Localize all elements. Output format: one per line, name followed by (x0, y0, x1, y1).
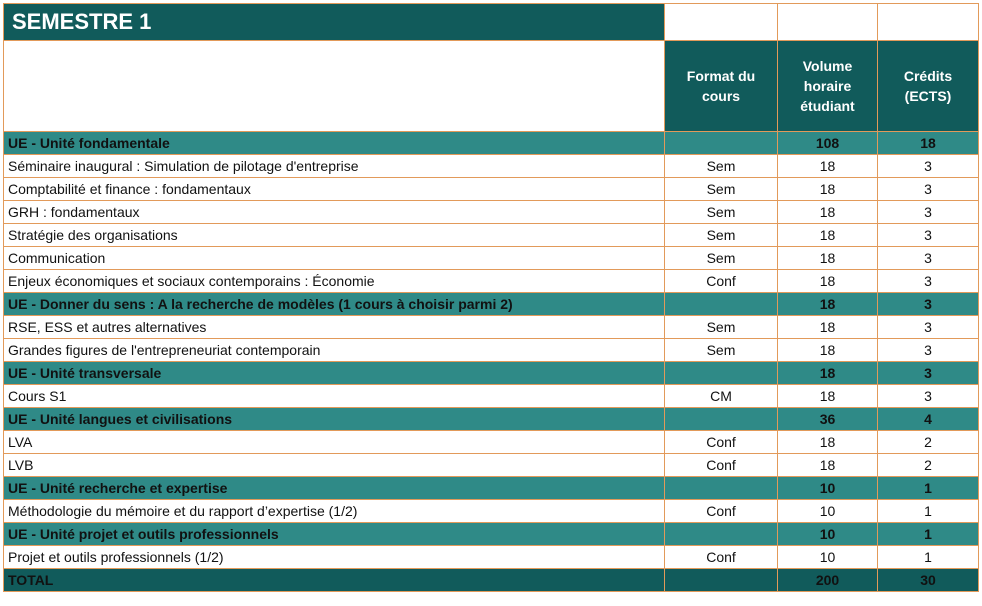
course-row (4, 270, 979, 293)
ue-row (4, 523, 979, 546)
volume-cell: 18 (778, 454, 878, 477)
total-label: TOTAL (4, 569, 665, 592)
credits-cell: 1 (878, 546, 979, 569)
course-label: RSE, ESS et autres alternatives (4, 316, 665, 339)
course-label: Enjeux économiques et sociaux contemporains : Économie (4, 270, 665, 293)
format-cell: Sem (665, 155, 778, 178)
volume-cell: 18 (778, 270, 878, 293)
format-cell (665, 523, 778, 546)
format-cell: Sem (665, 247, 778, 270)
format-cell: Conf (665, 500, 778, 523)
ue-label: UE - Unité transversale (4, 362, 665, 385)
volume-cell: 18 (778, 385, 878, 408)
volume-cell: 18 (778, 155, 878, 178)
ue-row (4, 293, 979, 316)
credits-cell: 3 (878, 178, 979, 201)
header-blank (4, 41, 665, 132)
empty-cell (778, 4, 878, 41)
course-label: Grandes figures de l'entrepreneuriat contemporain (4, 339, 665, 362)
format-cell: Sem (665, 178, 778, 201)
format-cell (665, 408, 778, 431)
credits-cell: 3 (878, 293, 979, 316)
header-credits (878, 41, 979, 132)
credits-cell: 3 (878, 316, 979, 339)
header-row (4, 41, 979, 132)
volume-cell: 10 (778, 477, 878, 500)
format-cell: Sem (665, 316, 778, 339)
volume-cell: 108 (778, 132, 878, 155)
credits-cell: 3 (878, 201, 979, 224)
course-row (4, 178, 979, 201)
empty-cell (665, 4, 778, 41)
course-label: Communication (4, 247, 665, 270)
volume-cell: 18 (778, 316, 878, 339)
volume-cell: 10 (778, 523, 878, 546)
credits-cell: 1 (878, 477, 979, 500)
volume-cell: 36 (778, 408, 878, 431)
format-cell: Conf (665, 546, 778, 569)
volume-cell: 18 (778, 224, 878, 247)
course-label: LVB (4, 454, 665, 477)
ue-label: UE - Unité recherche et expertise (4, 477, 665, 500)
format-cell: Sem (665, 339, 778, 362)
ue-label: UE - Unité fondamentale (4, 132, 665, 155)
volume-cell: 10 (778, 500, 878, 523)
volume-cell: 10 (778, 546, 878, 569)
course-row (4, 201, 979, 224)
volume-cell: 18 (778, 362, 878, 385)
credits-cell: 3 (878, 270, 979, 293)
semester-table (3, 3, 979, 592)
header-volume-line: Volume (802, 58, 853, 74)
credits-cell: 2 (878, 454, 979, 477)
course-row (4, 339, 979, 362)
volume-cell: 18 (778, 247, 878, 270)
header-credits-line: Crédits (903, 68, 953, 84)
volume-cell: 18 (778, 178, 878, 201)
format-cell (665, 477, 778, 500)
format-cell: Conf (665, 270, 778, 293)
credits-cell: 3 (878, 385, 979, 408)
credits-cell: 18 (878, 132, 979, 155)
header-volume (778, 41, 878, 132)
credits-cell: 4 (878, 408, 979, 431)
format-cell: Conf (665, 431, 778, 454)
ue-row (4, 477, 979, 500)
ue-label: UE - Unité projet et outils professionnels (4, 523, 665, 546)
header-volume-line: horaire (803, 78, 852, 94)
format-cell: Sem (665, 224, 778, 247)
ue-label: UE - Unité langues et civilisations (4, 408, 665, 431)
credits-cell: 3 (878, 224, 979, 247)
format-cell (665, 132, 778, 155)
course-row (4, 385, 979, 408)
format-cell (665, 293, 778, 316)
course-label: Méthodologie du mémoire et du rapport d’expertise (1/2) (4, 500, 665, 523)
total-credits: 30 (878, 569, 979, 592)
volume-cell: 18 (778, 201, 878, 224)
course-label: Comptabilité et finance : fondamentaux (4, 178, 665, 201)
credits-cell: 3 (878, 362, 979, 385)
ue-row (4, 362, 979, 385)
empty-cell (878, 4, 979, 41)
course-row (4, 316, 979, 339)
credits-cell: 3 (878, 155, 979, 178)
course-row (4, 224, 979, 247)
title-row (4, 4, 979, 41)
header-format-line: cours (701, 88, 741, 104)
total-format (665, 569, 778, 592)
header-volume-line: étudiant (800, 98, 855, 114)
total-volume: 200 (778, 569, 878, 592)
credits-cell: 2 (878, 431, 979, 454)
ue-row (4, 132, 979, 155)
course-row (4, 155, 979, 178)
semester-sheet (3, 3, 979, 592)
format-cell (665, 362, 778, 385)
credits-cell: 3 (878, 339, 979, 362)
course-label: Stratégie des organisations (4, 224, 665, 247)
volume-cell: 18 (778, 431, 878, 454)
course-label: Cours S1 (4, 385, 665, 408)
course-label: Projet et outils professionnels (1/2) (4, 546, 665, 569)
credits-cell: 1 (878, 523, 979, 546)
ue-label: UE - Donner du sens : A la recherche de modèles (1 cours à choisir parmi 2) (4, 293, 665, 316)
course-label: GRH : fondamentaux (4, 201, 665, 224)
course-row (4, 247, 979, 270)
semester-title: SEMESTRE 1 (4, 4, 665, 41)
format-cell: Conf (665, 454, 778, 477)
header-credits-line: (ECTS) (904, 88, 952, 104)
header-format-line: Format du (686, 68, 756, 84)
total-row (4, 569, 979, 592)
course-row (4, 546, 979, 569)
course-label: Séminaire inaugural : Simulation de pilotage d'entreprise (4, 155, 665, 178)
ue-row (4, 408, 979, 431)
credits-cell: 1 (878, 500, 979, 523)
course-row (4, 500, 979, 523)
header-format (665, 41, 778, 132)
format-cell: Sem (665, 201, 778, 224)
course-row (4, 454, 979, 477)
course-label: LVA (4, 431, 665, 454)
credits-cell: 3 (878, 247, 979, 270)
format-cell: CM (665, 385, 778, 408)
volume-cell: 18 (778, 339, 878, 362)
volume-cell: 18 (778, 293, 878, 316)
course-row (4, 431, 979, 454)
